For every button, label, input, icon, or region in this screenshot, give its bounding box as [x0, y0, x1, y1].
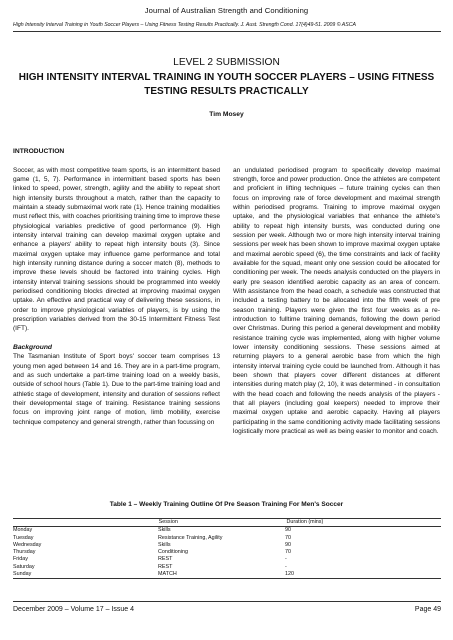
table-cell-session: Conditioning [158, 549, 188, 556]
table-row [13, 527, 441, 534]
footer-rule [13, 601, 441, 602]
table-cell-day: Sunday [13, 571, 32, 578]
header-rule [13, 31, 441, 32]
author-name: Tim Mosey [209, 111, 244, 118]
introduction-heading: INTRODUCTION [13, 148, 65, 155]
table-cell-day: Thursday [13, 549, 36, 556]
background-paragraph: The Tasmanian Institute of Sport boys' soccer team comprises 13 young men aged between 14 and 16. They are in a part-time program, and as such undertake a part-time training load on a weekly basis, outside of school hours (Table 1). Due to the part-time training load and athletic stage of development, intensity and duration of sessions reflect their developmental stage of training. Resistance training sessions focus on improving joint range of motion, limb mobility, exercise technique competency and general strength, rather than focussing on [13, 353, 220, 426]
table-row [13, 542, 441, 549]
table-cell-session: REST [158, 556, 173, 563]
table-row [13, 549, 441, 556]
table-row [13, 535, 441, 542]
citation-line: High Intensity Interval Training in Youth Soccer Players – Using Fitness Testing Results Practically. J. Aust. Strength Cond. 17(4)49-51. 2009 © ASCA [13, 22, 356, 28]
table-cell-day: Saturday [13, 563, 35, 570]
table-cell-duration: 70 [285, 549, 291, 556]
table-cell-duration: - [285, 556, 287, 563]
table-cell-session: Skills [158, 527, 171, 534]
right-column [233, 147, 440, 436]
table-cell-session: Skills [158, 541, 171, 548]
submission-level: LEVEL 2 SUBMISSION [173, 57, 280, 68]
table-cell-duration: 90 [285, 527, 291, 534]
table-cell-duration: - [285, 563, 287, 570]
article-title: HIGH INTENSITY INTERVAL TRAINING IN YOUTH SOCCER PLAYERS – USING FITNESS TESTING RESULTS PRACTICALLY [18, 72, 435, 97]
background-heading: Background [13, 343, 53, 351]
table-row [13, 564, 441, 571]
body-paragraph-continued: an undulated periodised program to specifically develop maximal strength, force and power production. Once the athletes are competent and proficient in lifting techniques – future training cycles can then focus on improving rate of force development and maximal strength within periodised programs. Training to improve maximal oxygen uptake, and the physiological variables that enhance the athlete's ability to repeat high intensity bursts, was conducted during one session per week. Although two or more high intensity interval training sessions per week has been shown to improve maximal oxygen uptake and maximal aerobic speed (6), the time constraints and lack of facility available for the squad, meant only one session could be allocated for conditioning per week. The needs analysis conducted on the players in early pre season identified aerobic capacity as an area of concern. With assistance from the head coach, a schedule was constructed that included a testing battery to be allocated into the fifth week of pre season training. Players were given the first four weeks as a re-introduction to fulltime training demands, following the down period over Christmas. During this period a general development and mobility resistance training cycle was implemented, along with higher volume lower intensity conditioning sessions. These sessions aimed at returning players to a general aerobic base from which the high intensity interval training cycle could be launched from. Although it has been shown that players cover different distances at different intensities during match play (2, 10), it was determined - in consultation with the head coach and following the needs analysis of the players - that all players (including goal keepers) needed to improve their maximal oxygen uptake and aerobic capacity. Having all players participating in the same conditioning activity made facilitating sessions logistically more practical as well as being easier to monitor and coach. [233, 166, 440, 435]
introduction-paragraph: Soccer, as with most competitive team sports, is an intermittent based game (1, 5, 7). Performance in intermittent based sports has been linked to speed, power, strength, agility and the ability to repeat short high intensity bursts throughout a match, rather than the capacity to maintain a steady submaximal work rate (1). Hence training modalities must reflect this, with coaches prioritising training time to improve these physiological variables predictive of good performance (9). High intensity interval training can develop maximal oxygen uptake and enhance a players' ability to repeat high intensity bouts (3). Since maximal oxygen uptake may influence game performance and total high intensity running distance during a soccer match (8), methods to improve these levels should be factored into training cycles. High intensity interval training sessions should be programmed into weekly periodised conditioning blocks directed at improving maximal oxygen uptake. An effective and practical way of delivering these sessions, in order to improve physiological variables of players, is by using the prescription variables derived from the 30-15 Intermittent Fitness Test (IFT). [13, 166, 220, 333]
table-cell-duration: 120 [285, 571, 294, 578]
table-header-row [13, 519, 441, 527]
table-cell-day: Tuesday [13, 534, 34, 541]
table-cell-duration: 90 [285, 541, 291, 548]
training-table [13, 518, 441, 579]
table-row [13, 571, 441, 578]
table-caption: Table 1 – Weekly Training Outline Of Pre Season Training For Men's Soccer [109, 501, 344, 508]
table-cell-day: Friday [13, 556, 28, 563]
table-header-cell: Duration (mins) [286, 519, 324, 525]
table-header-cell: Session [158, 519, 178, 525]
page-number: Page 49 [414, 606, 441, 613]
issue-info: December 2009 – Volume 17 – Issue 4 [13, 606, 135, 613]
table-row [13, 556, 441, 563]
journal-header: Journal of Australian Strength and Conditioning [144, 6, 309, 15]
table-cell-day: Wednesday [13, 541, 42, 548]
table-cell-day: Monday [13, 527, 33, 534]
left-column [13, 147, 220, 427]
table-cell-session: Resistance Training, Agility [158, 534, 223, 541]
table-cell-session: MATCH [158, 571, 177, 578]
table-header-cell [13, 519, 157, 526]
table-cell-session: REST [158, 563, 173, 570]
table-cell-duration: 70 [285, 534, 291, 541]
